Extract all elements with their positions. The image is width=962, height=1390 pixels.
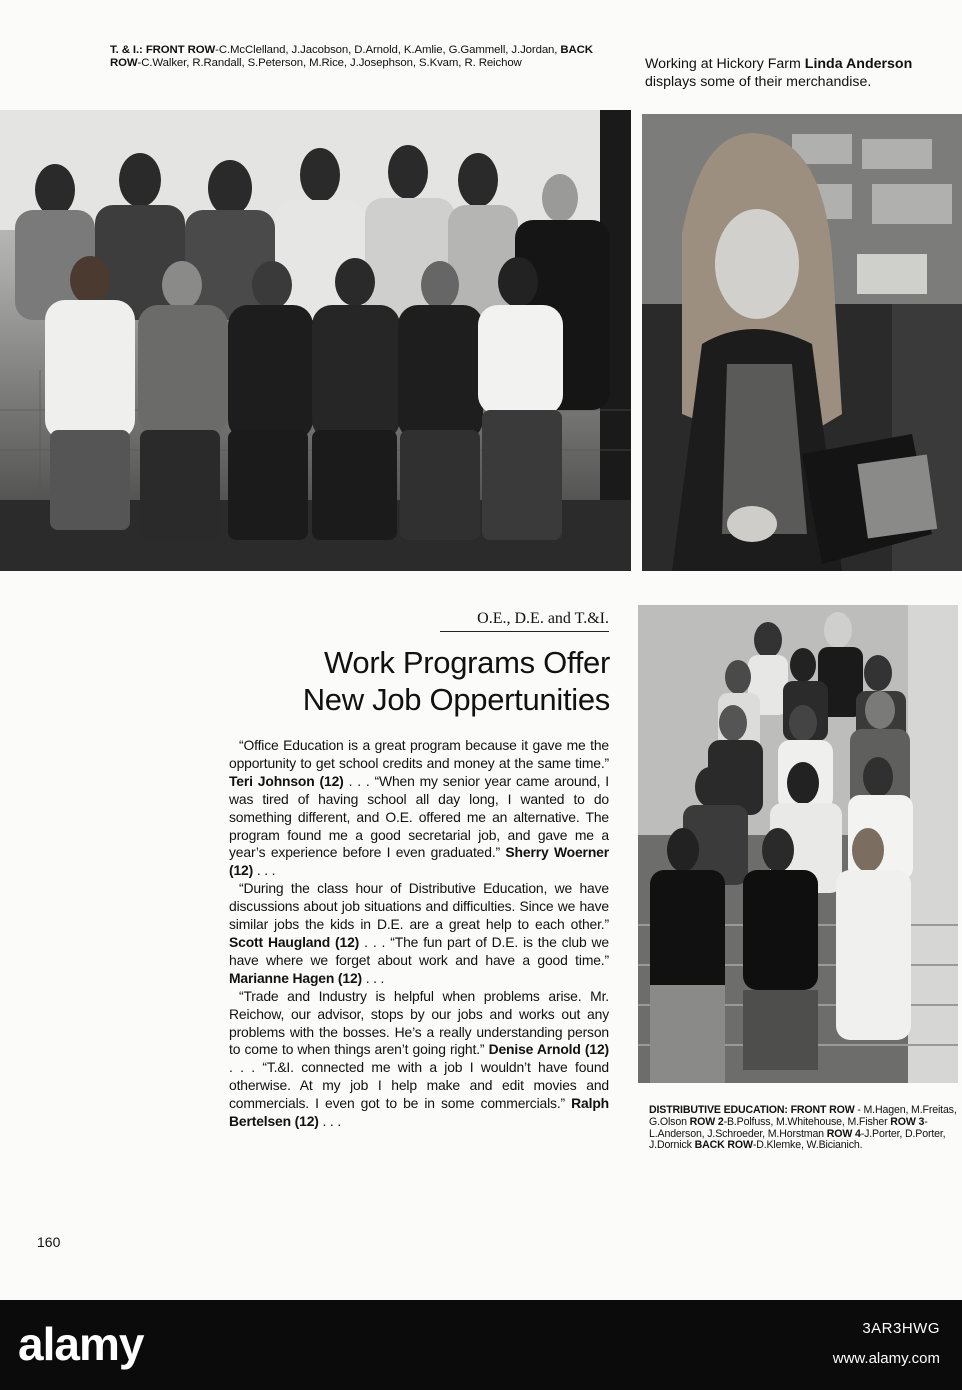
ti-group-caption: T. & I.: FRONT ROW-C.McClelland, J.Jacobson, D.Arnold, K.Amlie, G.Gammell, J.Jordan, BACK ROW-C.Walker, R.Randall, S.Peterson, M.Rice, J.Josephson, S.Kvam, R. Reichow	[110, 44, 593, 69]
alamy-logo	[18, 1312, 196, 1378]
paragraph-ti: “Trade and Industry is helpful when problems arise. Mr. Reichow, our advisor, stops by our jobs and works out any problems with the bosses. He’s a really understanding person to come to when things aren’t going right.” Denise Arnold (12) . . . “T.&I. connected me with a job I wouldn’t have found otherwise. At my job I help make and edit movies and commercials. I even got to be in some commercials.” Ralph Bertelsen (12) . . .	[229, 987, 609, 1130]
hickory-farm-caption: Working at Hickory Farm Linda Anderson displays some of their merchandise.	[645, 56, 913, 90]
stock-id: 3AR3HWG	[862, 1320, 940, 1337]
page-number: 160	[37, 1234, 61, 1250]
paragraph-de: “During the class hour of Distributive Education, we have discussions about job situations and difficulties. Since we have similar jobs the kids in D.E. are a great help to each other.” Scott Haugland (12) . . . “The fun part of D.E. is the club we have where we forget about work and have a good time.” Marianne Hagen (12) . . .	[229, 880, 609, 986]
ti-group-photo	[0, 110, 631, 571]
svg-text:alamy: alamy	[18, 1318, 144, 1370]
de-group-caption: DISTRIBUTIVE EDUCATION: FRONT ROW - M.Hagen, M.Freitas, G.Olson ROW 2-B.Polfuss, M.Whitehouse, M.Fisher ROW 3-L.Anderson, J.Schroeder, M.Horstman ROW 4-J.Porter, D.Porter, J.Dornick BACK ROW-D.Klemke, W.Bicianich.	[649, 1104, 957, 1152]
hickory-farm-photo	[642, 114, 962, 571]
paragraph-oe: “Office Education is a great program because it gave me the opportunity to get school credits and money at the same time.” Teri Johnson (12) . . . “When my senior year came around, I was tired of having school all day long, I wanted to do something different, and O.E. offered me an alternative. The program found me a good secretarial job, and gave me a year’s experience before I even graduated.” Sherry Woerner (12) . . .	[229, 737, 609, 879]
article-kicker: O.E., D.E. and T.&I.	[440, 610, 609, 632]
watermark-footer	[0, 1300, 962, 1390]
de-group-photo	[638, 605, 958, 1083]
site-url: www.alamy.com	[832, 1350, 940, 1367]
article-body	[229, 737, 609, 1131]
article-headline: Work Programs Offer New Job Oppertunities	[302, 645, 610, 717]
